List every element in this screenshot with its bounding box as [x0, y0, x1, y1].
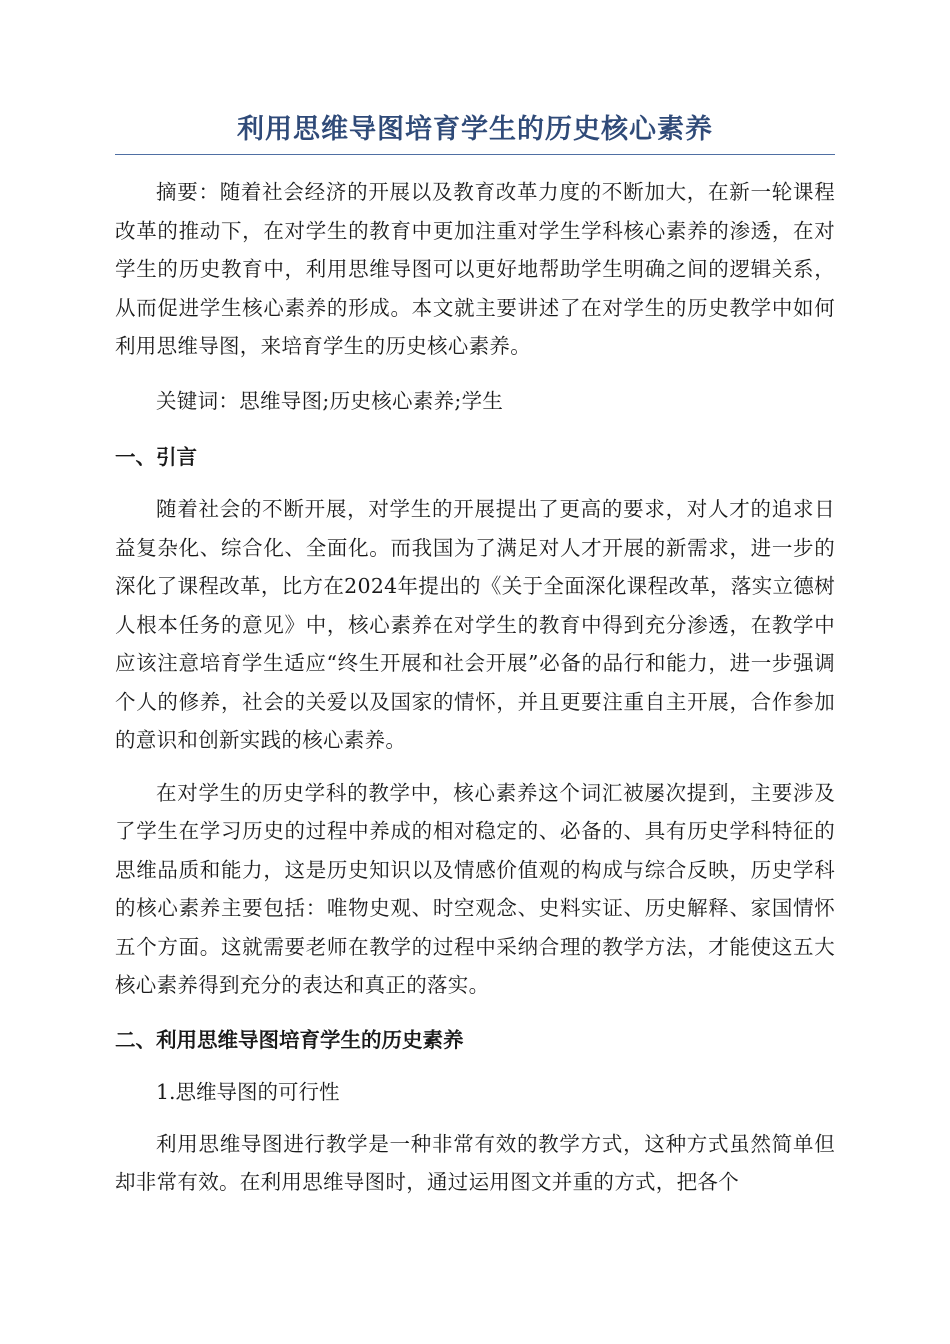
- section-heading-introduction: 一、引言: [115, 445, 197, 469]
- document-page: [115, 110, 835, 1202]
- keywords-line: 关键词：思维导图;历史核心素养;学生: [156, 388, 504, 413]
- intro-paragraph-2: 在对学生的历史学科的教学中，核心素养这个词汇被屡次提到，主要涉及了学生在学习历史的过程中养成的相对稳定的、必备的、具有历史学科特征的思维品质和能力，这是历史知识以及情感价值观的构成与综合反映，历史学科的核心素养主要包括：唯物史观、时空观念、史料实证、历史解释、家国情怀五个方面。这就需要老师在教学的过程中采纳合理的教学方法，才能使这五大核心素养得到充分的表达和真正的落实。: [115, 780, 835, 997]
- abstract-paragraph: 摘要：随着社会经济的开展以及教育改革力度的不断加大，在新一轮课程改革的推动下，在对学生的教育中更加注重对学生学科核心素养的渗透，在对学生的历史教育中，利用思维导图可以更好地帮助学生明确之间的逻辑关系，从而促进学生核心素养的形成。本文就主要讲述了在对学生的历史教学中如何利用思维导图，来培育学生的历史核心素养。: [115, 180, 835, 358]
- intro-paragraph-1: 随着社会的不断开展，对学生的开展提出了更高的要求，对人才的追求日益复杂化、综合化、全面化。而我国为了满足对人才开展的新需求，进一步的深化了课程改革，比方在2024年提出的《关于全面深化课程改革，落实立德树人根本任务的意见》中，核心素养在对学生的教育中得到充分渗透，在教学中应该注意培育学生适应“终生开展和社会开展”必备的品行和能力，进一步强调个人的修养，社会的关爱以及国家的情怀，并且更要注重自主开展，合作参加的意识和创新实践的核心素养。: [115, 497, 835, 752]
- subsection-heading-feasibility: 1.思维导图的可行性: [156, 1079, 340, 1104]
- section-heading-mind-map: 二、利用思维导图培育学生的历史素养: [115, 1027, 464, 1052]
- feasibility-paragraph: 利用思维导图进行教学是一种非常有效的教学方式，这种方式虽然简单但却非常有效。在利用思维导图时，通过运用图文并重的方式，把各个: [115, 1131, 835, 1194]
- document-title: 利用思维导图培育学生的历史核心素养: [115, 110, 835, 155]
